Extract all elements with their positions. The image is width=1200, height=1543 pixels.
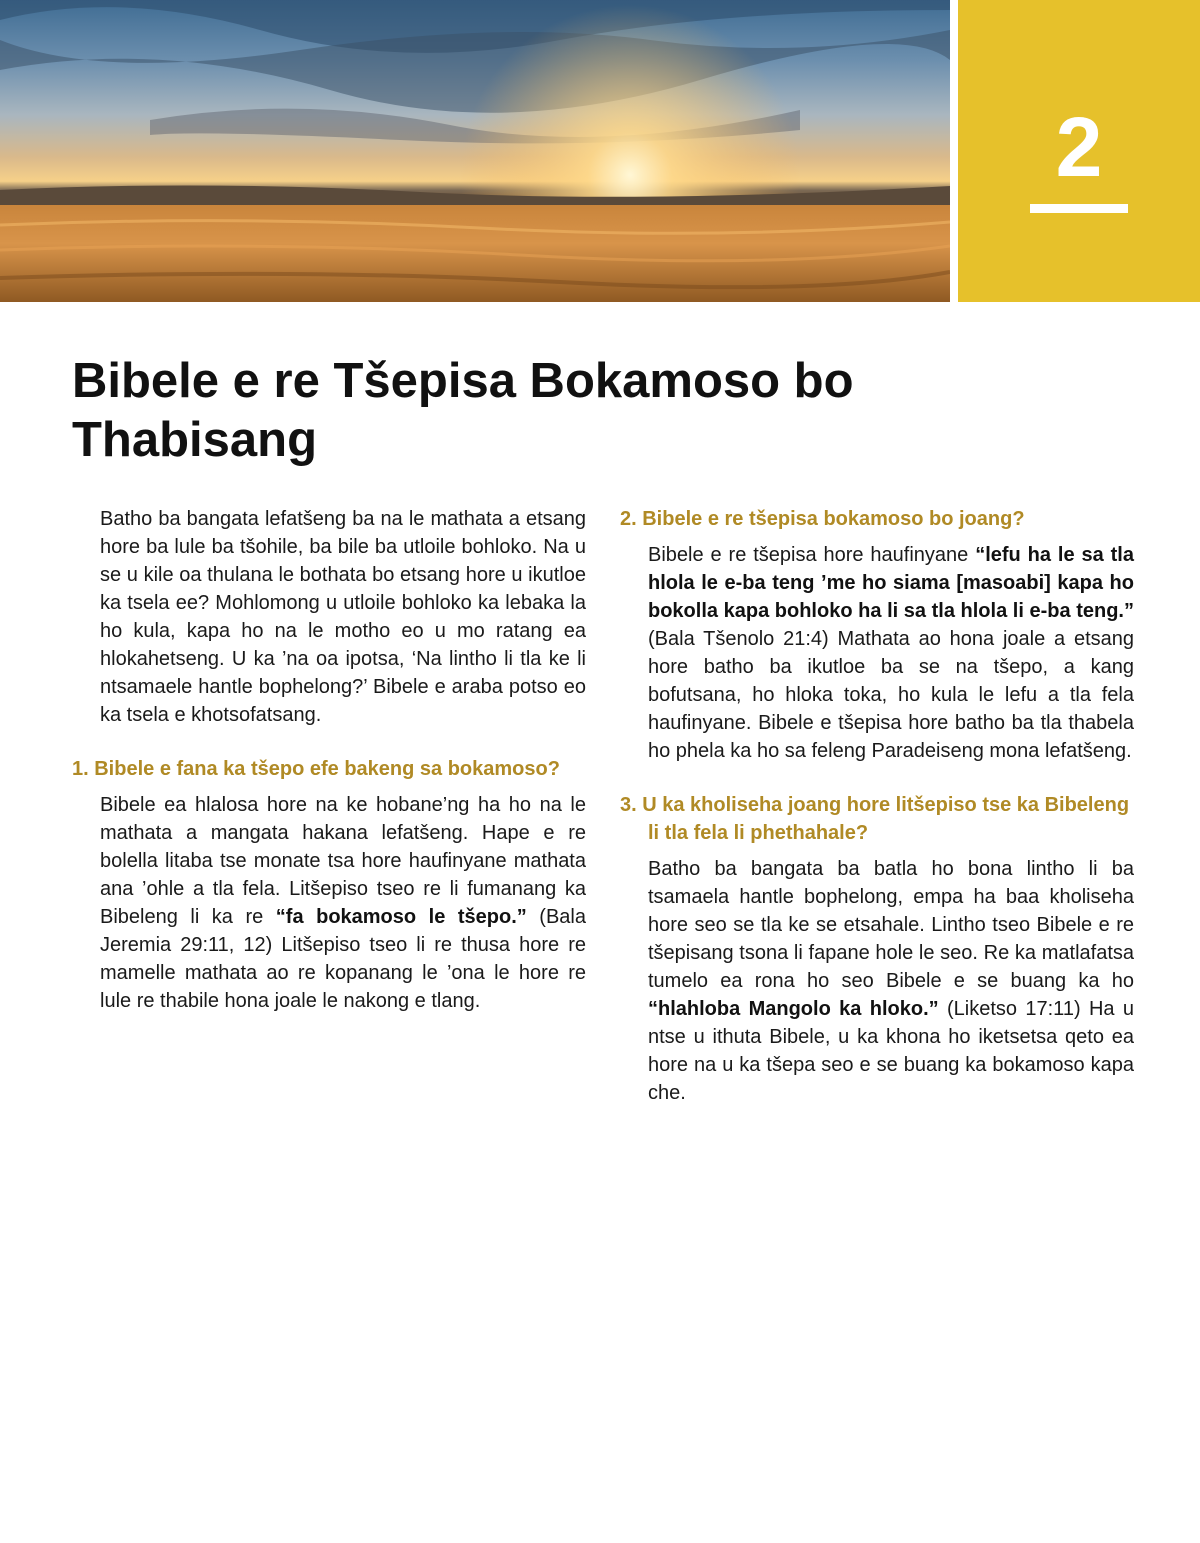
chapter-number: 2	[1055, 100, 1103, 194]
answer-text: (Liketso 17:11) Ha u ntse u ithuta Bibele, u ka khona ho iketsetsa qeto ea hore na u ka tšepa seo e se buang ka bokamoso kapa che.	[648, 998, 1134, 1104]
question-3-heading: 3. U ka kholiseha joang hore litšepiso tse ka Bibeleng li tla fela li phethahale?	[620, 794, 1130, 844]
answer-text: (Bala Jeremia 29:11, 12) Litšepiso tseo li re thusa hore re mamelle mathata ao re kopanang le ’ona le hore re lule re thabile hona joale le nakong e tlang.	[100, 906, 586, 1012]
question-1-answer	[72, 791, 586, 1015]
chapter-underline	[1030, 204, 1128, 213]
question-2	[620, 505, 1134, 765]
hero-image	[0, 0, 950, 302]
question-1	[72, 755, 586, 1015]
question-3-answer	[620, 855, 1134, 1107]
answer-text: Batho ba bangata ba batla ho bona lintho li ba tsamaela hantle bophelong, empa ha baa kholiseha hore seo se tla ke se etsahale. Lintho tseo Bibele e re tšepisang tsona li fapane hole le seo. Re ka matlafatsa tumelo ea rona ho seo Bibele e se buang ka ho	[648, 858, 1134, 992]
question-1-heading: 1. Bibele e fana ka tšepo efe bakeng sa bokamoso?	[72, 758, 560, 780]
left-column	[72, 505, 586, 1015]
answer-text: (Bala Tšenolo 21:4) Mathata ao hona joale a etsang hore batho ba ikutloe ba se na tšepo, a kang bofutsana, ho hloka toka, ho kula le lefu a tla fela haufinyane. Bibele e tšepisa hore batho ba tla thabela ho phela ka ho sa feleng Paradeiseng mona lefatšeng.	[648, 628, 1134, 762]
right-column	[620, 505, 1134, 1107]
question-2-answer	[620, 541, 1134, 765]
intro-paragraph: Batho ba bangata lefatšeng ba na le mathata a etsang hore ba lule ba tšohile, ba bile ba utloile bohloko. Na u se u kile oa thulana le bothata bo etsang hore u ikutloe ka tsela ee? Mohlomong u utloile bohloko ka lebaka la ho kula, kapa ho na le motho eo u mo ratang ea hlokahetseng. U ka ’na oa ipotsa, ‘Na lintho li tla ke li ntsamaele hantle bophelong?’ Bibele e araba potso eo ka tsela e khotsofatsang.	[100, 508, 586, 726]
scripture-quote: “hlahloba Mangolo ka hloko.”	[648, 998, 939, 1020]
question-3	[620, 791, 1134, 1107]
scripture-quote: “fa bokamoso le tšepo.”	[275, 906, 527, 928]
chapter-badge	[958, 0, 1200, 302]
wheat-field-sunset-illustration	[0, 0, 950, 302]
question-2-heading: 2. Bibele e re tšepisa bokamoso bo joang?	[620, 508, 1025, 530]
answer-text: Bibele ea hlalosa hore na ke hobane’ng ha ho na le mathata a mangata hakana lefatšeng. Hape e re bolella litaba tse monate tsa hore haufinyane mathata ana ’ohle a tla fela. Litšepiso tseo re li fumanang ka Bibeleng li ka re	[100, 794, 586, 928]
scripture-quote: “lefu ha le sa tla hlola le e-ba teng ’me ho siama [masoabi] kapa ho bokolla kapa bohloko ha li sa tla hlola li e-ba teng.”	[648, 544, 1134, 622]
answer-text: Bibele e re tšepisa hore haufinyane	[648, 544, 976, 566]
page-title: Bibele e re Tšepisa Bokamoso bo Thabisang	[72, 354, 854, 467]
